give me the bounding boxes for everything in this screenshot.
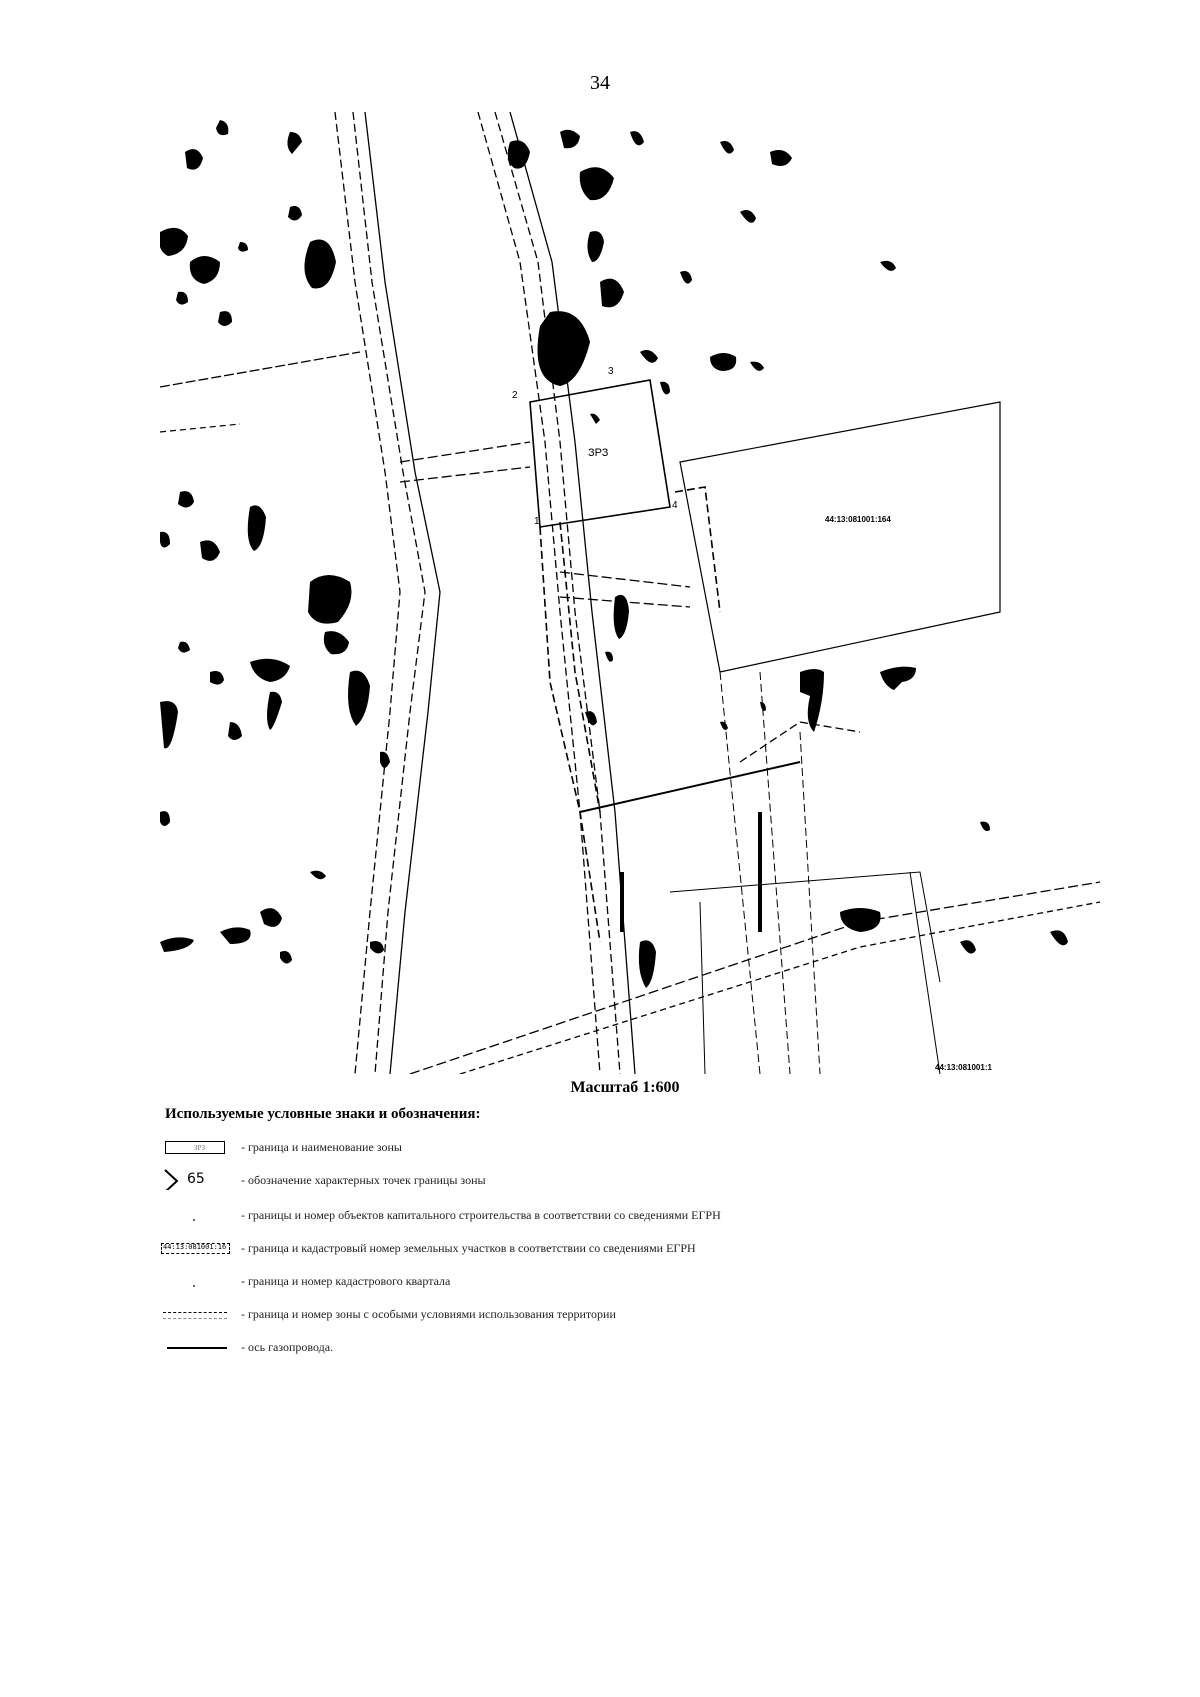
- legend-title: Используемые условные знаки и обозначения:: [165, 1106, 481, 1122]
- gas-pipeline-symbol: [155, 1337, 231, 1359]
- legend-item-zone: ЗРЗ - граница и наименование зоны: [155, 1137, 1055, 1159]
- zone-box-symbol: ЗРЗ: [155, 1137, 231, 1159]
- point-label-2: 2: [512, 390, 518, 401]
- page-number: 34: [590, 72, 610, 94]
- point-label-1: 1: [534, 516, 540, 527]
- building-symbol: [155, 1205, 231, 1227]
- zone-boundary: [530, 380, 720, 942]
- legend-item-buildings: - границы и номер объектов капитального строительства в соответствии со сведениями ЕГРН: [155, 1205, 1055, 1227]
- parcel-box-symbol: 44:13:081001:16: [155, 1238, 231, 1260]
- parcel-164: [160, 402, 1000, 672]
- parcel-label-164: 44:13:081001:164: [825, 515, 891, 524]
- point-label-3: 3: [608, 366, 614, 377]
- point-label-4: 4: [672, 500, 678, 511]
- legend-item-parcels: 44:13:081001:16 - граница и кадастровый номер земельных участков в соответствии со сведениями ЕГРН: [155, 1238, 1055, 1260]
- quarter-symbol: [155, 1271, 231, 1293]
- map-scale: Масштаб 1:600: [570, 1079, 680, 1096]
- gas-pipeline-axis: [580, 762, 800, 812]
- legend-item-special-zone: - граница и номер зоны с особыми условиями использования территории: [155, 1304, 1055, 1326]
- right-lower-parcels: [670, 672, 940, 1074]
- road-lines: [160, 112, 1100, 1074]
- special-zone-symbol: [155, 1304, 231, 1326]
- legend-item-cadastral-quarter: - граница и номер кадастрового квартала: [155, 1271, 1055, 1293]
- parcel-label-1: 44:13:081001:1: [935, 1063, 992, 1072]
- point-marker-symbol: 65: [155, 1170, 231, 1192]
- legend-item-gas-pipeline: - ось газопровода.: [155, 1337, 1055, 1359]
- cadastral-map: [160, 112, 1100, 1074]
- zone-object-label: ЗРЗ: [588, 447, 609, 459]
- tree-blobs: [160, 120, 1068, 988]
- legend-item-points: 65 - обозначение характерных точек границы зоны: [155, 1170, 1055, 1192]
